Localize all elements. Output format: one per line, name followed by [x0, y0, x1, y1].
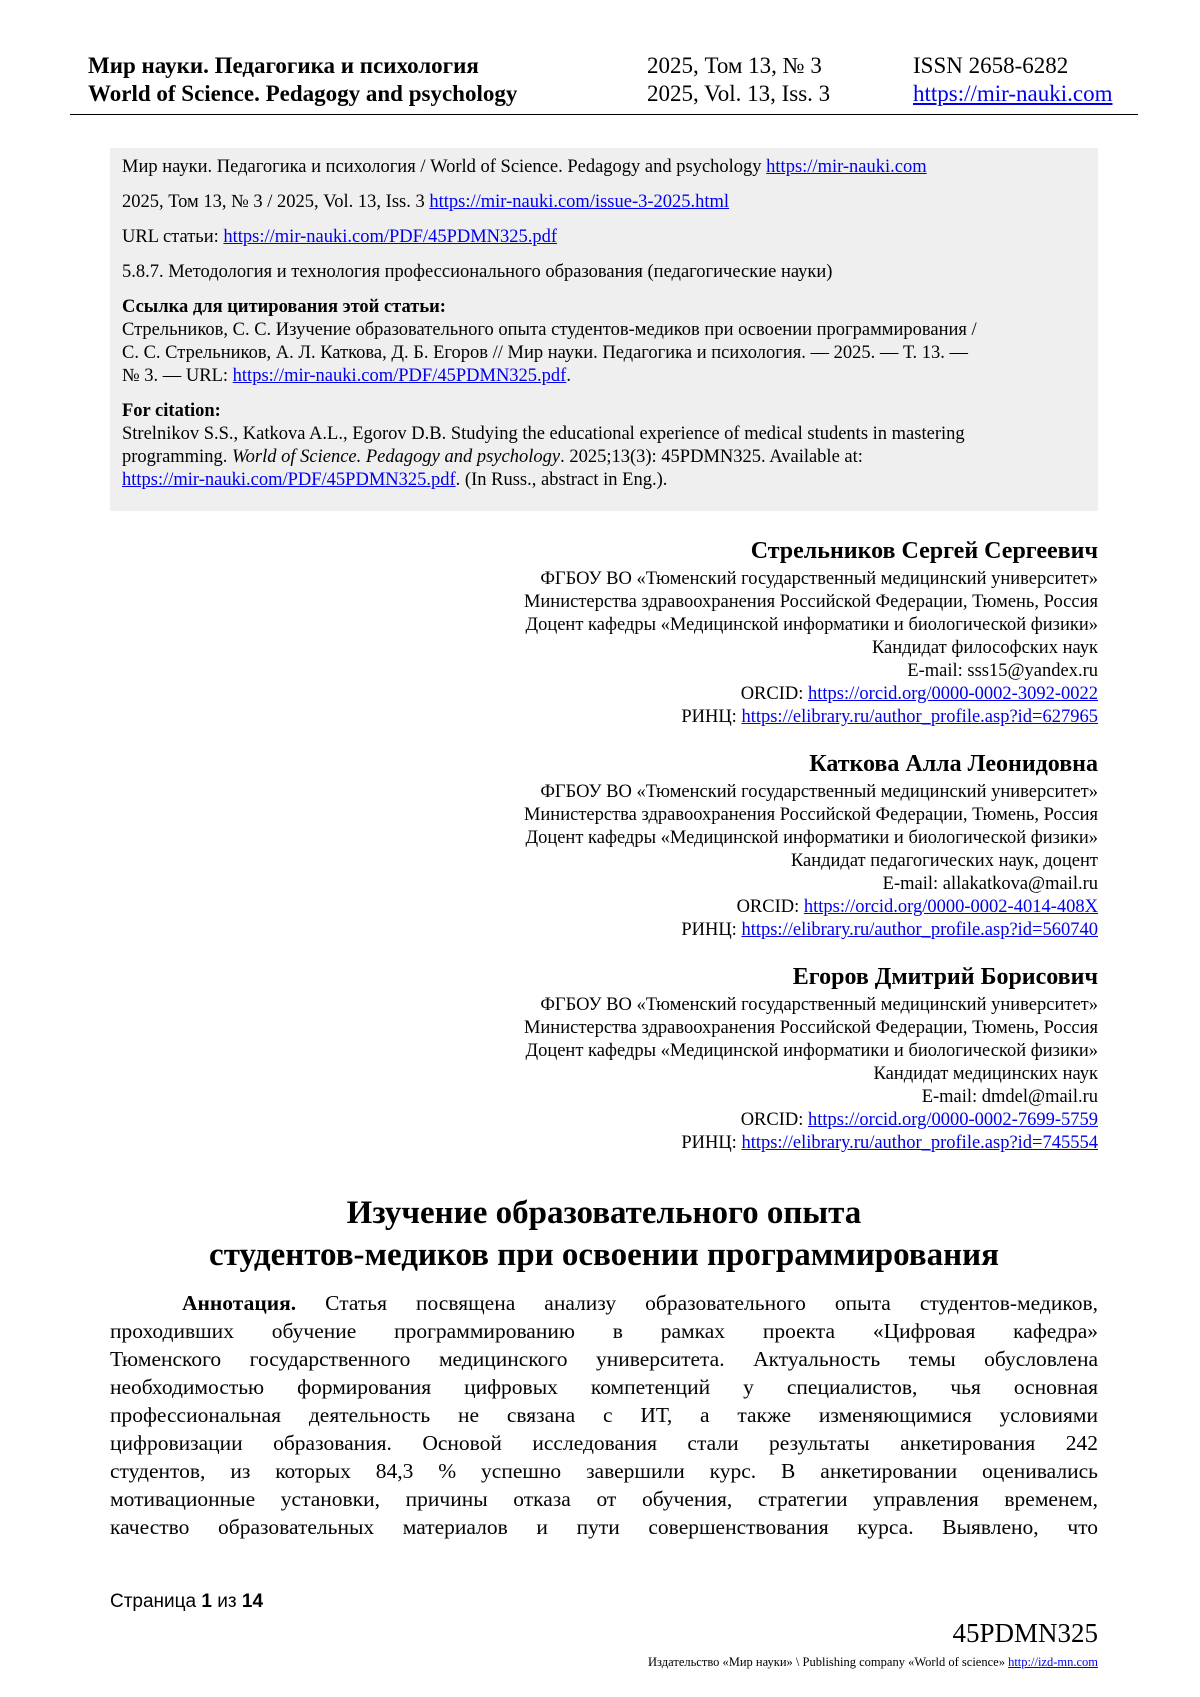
- author-block: [298, 536, 1098, 729]
- issn: ISSN 2658-6282: [913, 53, 1069, 78]
- citation-ru-link[interactable]: https://mir-nauki.com/PDF/45PDMN325.pdf: [232, 366, 567, 386]
- author-email: E-mail: dmdel@mail.ru: [921, 1087, 1098, 1107]
- header-issue: [647, 52, 830, 108]
- rinc-link[interactable]: https://elibrary.ru/author_profile.asp?id=745554: [741, 1133, 1098, 1153]
- header-issn: [913, 52, 1113, 108]
- author-affiliation: ФГБОУ ВО «Тюменский государственный медицинский университет»: [540, 569, 1098, 589]
- author-orcid: ORCID: https://orcid.org/0000-0002-3092-0022: [740, 684, 1098, 704]
- rinc-link[interactable]: https://elibrary.ru/author_profile.asp?id=627965: [741, 707, 1098, 727]
- orcid-link[interactable]: https://orcid.org/0000-0002-4014-408X: [803, 897, 1098, 917]
- journal-title-ru: Мир науки. Педагогика и психология: [88, 53, 479, 78]
- abstract-line: цифровизации образования. Основой исследования стали результаты анкетирования 242: [110, 1431, 1098, 1455]
- author-affiliation: ФГБОУ ВО «Тюменский государственный медицинский университет»: [540, 782, 1098, 802]
- running-header: [70, 50, 1138, 115]
- abstract-line: профессиональная деятельность не связана с ИТ, а также изменяющимися условиями: [110, 1403, 1098, 1427]
- journal-line: Мир науки. Педагогика и психология / World of Science. Pedagogy and psychology https://mir-nauki.com: [122, 157, 927, 177]
- publisher-footer: Издательство «Мир науки» \ Publishing company «World of science» http://izd-mn.com: [648, 1655, 1098, 1669]
- abstract-line: Аннотация. Статья посвящена анализу образовательного опыта студентов-медиков,: [182, 1291, 1098, 1315]
- title-line: Изучение образовательного опыта: [346, 1195, 862, 1231]
- citation-ru-heading: Ссылка для цитирования этой статьи:: [122, 297, 446, 317]
- specialty-line: 5.8.7. Методология и технология профессионального образования (педагогические науки): [122, 262, 833, 282]
- author-position: Доцент кафедры «Медицинской информатики и биологической физики»: [525, 1041, 1098, 1061]
- author-degree: Кандидат медицинских наук: [873, 1064, 1098, 1084]
- author-ministry: Министерства здравоохранения Российской Федерации, Тюмень, Россия: [523, 592, 1098, 612]
- article-url-line: URL статьи: https://mir-nauki.com/PDF/45PDMN325.pdf: [122, 227, 558, 247]
- article-code: 45PDMN325: [952, 1618, 1098, 1648]
- rinc-link[interactable]: https://elibrary.ru/author_profile.asp?id=560740: [741, 920, 1098, 940]
- author-orcid: ORCID: https://orcid.org/0000-0002-4014-408X: [736, 897, 1098, 917]
- orcid-link[interactable]: https://orcid.org/0000-0002-7699-5759: [808, 1110, 1098, 1130]
- author-block: [298, 749, 1098, 942]
- article-link[interactable]: https://mir-nauki.com/PDF/45PDMN325.pdf: [223, 227, 558, 247]
- author-name: Егоров Дмитрий Борисович: [792, 964, 1098, 990]
- publisher-link[interactable]: http://izd-mn.com: [1008, 1655, 1098, 1669]
- page-number: Страница 1 из 14: [110, 1591, 264, 1612]
- abstract-label: Аннотация.: [182, 1291, 297, 1315]
- current-page: 1: [201, 1591, 212, 1612]
- journal-link[interactable]: https://mir-nauki.com: [766, 157, 927, 177]
- author-name: Каткова Алла Леонидовна: [809, 751, 1098, 777]
- abstract-line: проходивших обучение программированию в рамках проекта «Цифровая кафедра»: [110, 1319, 1098, 1343]
- author-email: E-mail: allakatkova@mail.ru: [882, 874, 1098, 894]
- total-pages: 14: [241, 1591, 264, 1612]
- issue-link[interactable]: https://mir-nauki.com/issue-3-2025.html: [429, 192, 730, 212]
- journal-title-en: World of Science. Pedagogy and psychology: [88, 81, 518, 106]
- author-email: E-mail: sss15@yandex.ru: [907, 661, 1098, 681]
- citation-en: For citation: Strelnikov S.S., Katkova A.L., Egorov D.B. Studying the educational experience of medical students in mastering programming. World of Science. Pedagogy and psychology. 2025;13(3): 45PDMN325. Available at: https://mir-nauki.com/PDF/45PDMN325.pdf. (In Russ., abstract in Eng.).: [122, 400, 1086, 492]
- abstract-line: необходимостью формирования цифровых компетенций у специалистов, чья основная: [110, 1375, 1098, 1399]
- author-name: Стрельников Сергей Сергеевич: [750, 538, 1098, 564]
- author-degree: Кандидат философских наук: [871, 638, 1098, 658]
- abstract: [110, 1289, 1098, 1541]
- site-link[interactable]: https://mir-nauki.com: [913, 81, 1113, 106]
- author-position: Доцент кафедры «Медицинской информатики и биологической физики»: [525, 615, 1098, 635]
- author-rinc: РИНЦ: https://elibrary.ru/author_profile.asp?id=745554: [681, 1133, 1098, 1153]
- abstract-line: качество образовательных материалов и пути совершенствования курса. Выявлено, что: [110, 1515, 1098, 1539]
- author-block: [298, 962, 1098, 1155]
- article-title: [110, 1192, 1098, 1276]
- author-ministry: Министерства здравоохранения Российской Федерации, Тюмень, Россия: [523, 805, 1098, 825]
- orcid-link[interactable]: https://orcid.org/0000-0002-3092-0022: [808, 684, 1098, 704]
- citation-en-journal: World of Science. Pedagogy and psychology: [231, 447, 561, 467]
- authors-block: [298, 536, 1098, 1175]
- abstract-line: студентов, из которых 84,3 % успешно завершили курс. В анкетировании оценивались: [110, 1459, 1098, 1483]
- issue-ru: 2025, Том 13, № 3: [647, 53, 822, 78]
- author-ministry: Министерства здравоохранения Российской Федерации, Тюмень, Россия: [523, 1018, 1098, 1038]
- issue-en: 2025, Vol. 13, Iss. 3: [647, 81, 831, 106]
- issue-line: 2025, Том 13, № 3 / 2025, Vol. 13, Iss. 3 https://mir-nauki.com/issue-3-2025.html: [122, 192, 730, 212]
- abstract-line: Тюменского государственного медицинского университета. Актуальность темы обусловлена: [110, 1347, 1098, 1371]
- citation-en-heading: For citation:: [122, 401, 221, 421]
- title-line: студентов-медиков при освоении программирования: [209, 1237, 999, 1273]
- citation-box: [110, 148, 1098, 511]
- author-affiliation: ФГБОУ ВО «Тюменский государственный медицинский университет»: [540, 995, 1098, 1015]
- author-orcid: ORCID: https://orcid.org/0000-0002-7699-5759: [740, 1110, 1098, 1130]
- citation-en-link[interactable]: https://mir-nauki.com/PDF/45PDMN325.pdf: [122, 470, 456, 490]
- author-degree: Кандидат педагогических наук, доцент: [790, 851, 1098, 871]
- author-rinc: РИНЦ: https://elibrary.ru/author_profile.asp?id=560740: [681, 920, 1098, 940]
- citation-ru: Ссылка для цитирования этой статьи: Стрельников, С. С. Изучение образовательного опыта студентов-медиков при освоении программирования / С. С. Стрельников, А. Л. Каткова, Д. Б. Егоров // Мир науки. Педагогика и психология. — 2025. — Т. 13. — № 3. — URL: https://mir-nauki.com/PDF/45PDMN325.pdf.: [122, 296, 1086, 388]
- header-journal-title: [88, 52, 517, 108]
- abstract-line: мотивационные установки, причины отказа от обучения, стратегии управления временем,: [110, 1487, 1098, 1511]
- author-position: Доцент кафедры «Медицинской информатики и биологической физики»: [525, 828, 1098, 848]
- author-rinc: РИНЦ: https://elibrary.ru/author_profile.asp?id=627965: [681, 707, 1098, 727]
